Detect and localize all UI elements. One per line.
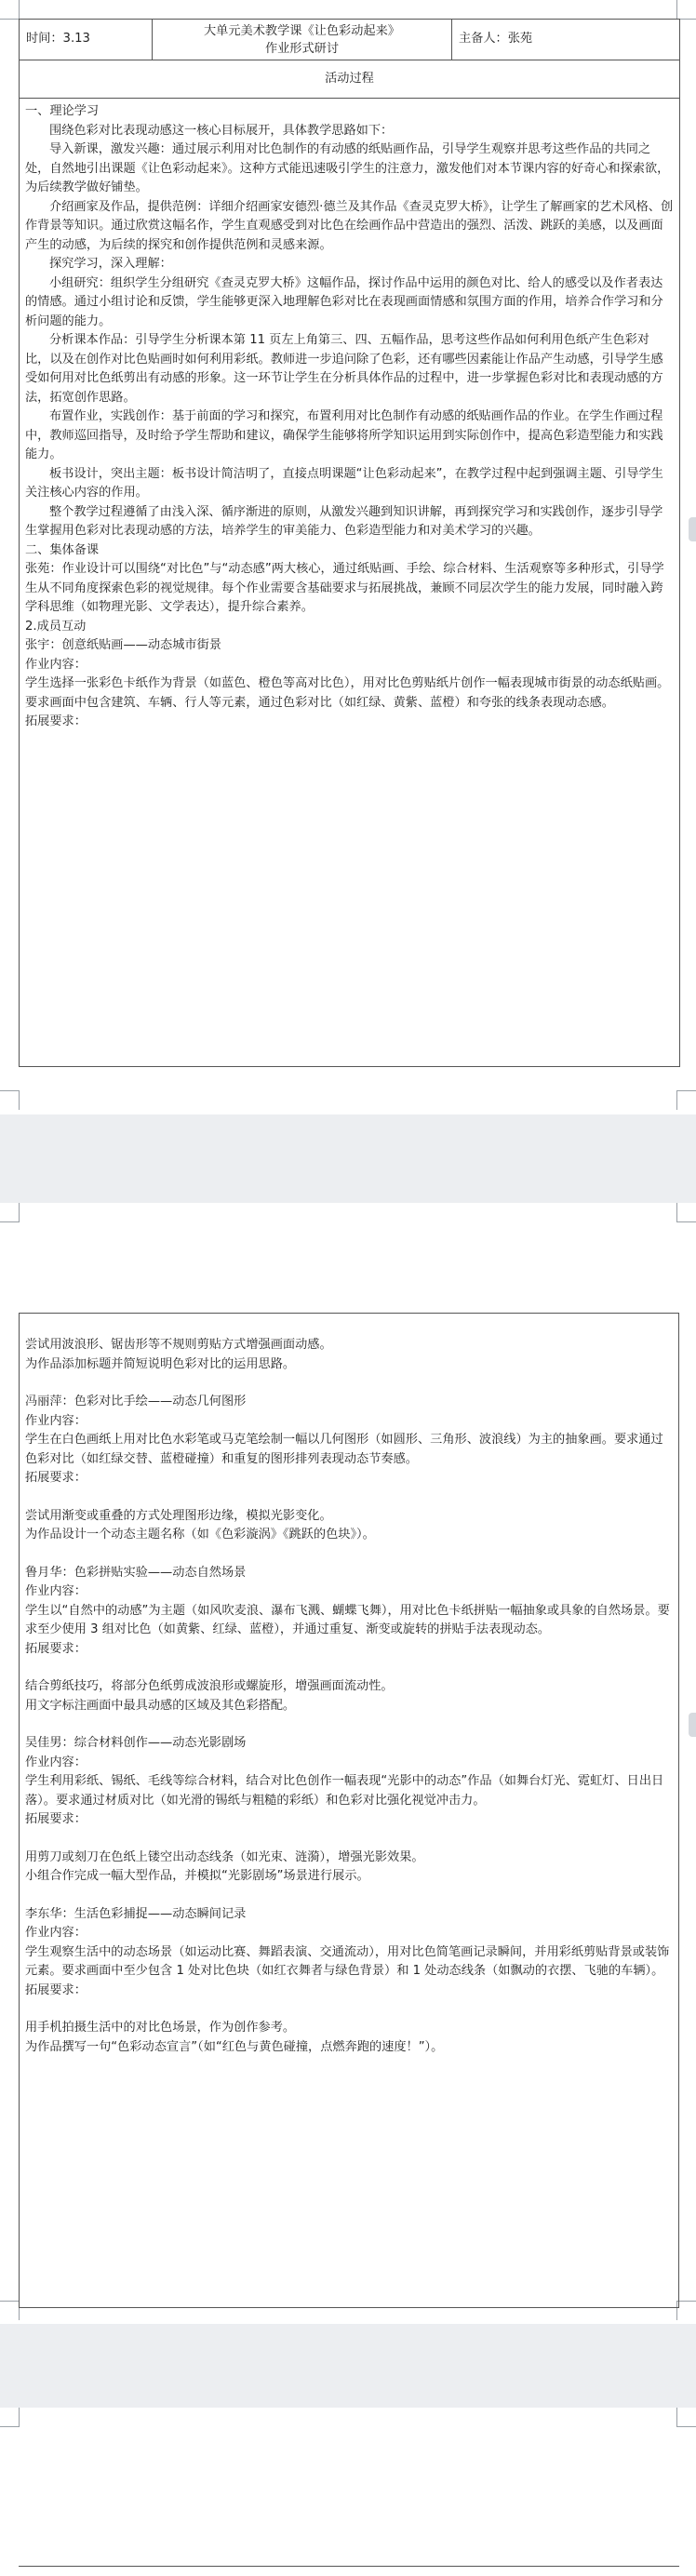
paragraph: 作业内容： xyxy=(25,1584,87,1598)
paragraph: 介绍画家及作品，提供范例：详细介绍画家安德烈·德兰及其作品《查灵克罗大桥》，让学生了解画家的艺术风格、创作背景等知识。通过欣赏这幅名作，学生直观感受到对比色在绘画作品中营造出的强烈、活泼、跳跃的美感，以及画面产生的动感，为后续的探究和创作提供范例和灵感来源。 xyxy=(25,199,674,252)
paragraph: 学生以“自然中的动感”为主题（如风吹麦浪、瀑布飞溅、蝴蝶飞舞），用对比色卡纸拼贴一幅抽象或具象的自然场景。要求至少使用 3 组对比色（如黄紫、红绿、蓝橙），并通过重复、渐变或旋转的拼贴手法表现动态。 xyxy=(25,1603,670,1636)
paragraph: 导入新课，激发兴趣：通过展示利用对比色制作的有动感的纸贴画作品，引导学生观察并思考这些作品的共同之处，自然地引出课题《让色彩动起来》。这种方式能迅速吸引学生的注意力，激发他们对本节课内容的好奇心和探索欲，为后续教学做好铺垫。 xyxy=(25,142,670,194)
paragraph: 鲁月华：色彩拼贴实验——动态自然场景 xyxy=(25,1565,247,1580)
paragraph: 为作品设计一个动态主题名称（如《色彩漩涡》《跳跃的色块》）。 xyxy=(25,1528,375,1542)
page-2-text-body xyxy=(25,1317,673,2057)
host-cell: 主备人：张苑 xyxy=(452,20,680,60)
paragraph: 用剪刀或刻刀在色纸上镂空出动态线条（如光束、涟漪），增强光影效果。 xyxy=(25,1849,424,1864)
paragraph: 作业内容： xyxy=(25,1413,87,1428)
activity-content-cell-continued xyxy=(20,1314,679,2308)
page-corner-mark xyxy=(676,1203,696,1222)
blank-line xyxy=(25,1317,673,1336)
table-top-border xyxy=(19,2566,679,2567)
paragraph: 尝试用渐变或重叠的方式处理图形边缘，模拟光影变化。 xyxy=(25,1508,332,1523)
paragraph: 拓展要求： xyxy=(25,1982,87,1997)
page-corner-mark xyxy=(676,0,696,20)
blank-line xyxy=(25,1887,673,1905)
page-corner-mark xyxy=(676,1090,696,1110)
page-corner-mark xyxy=(0,1203,20,1222)
paragraph: 拓展要求： xyxy=(25,714,87,728)
paragraph: 小组合作完成一幅大型作品，并模拟“光影剧场”场景进行展示。 xyxy=(25,1869,369,1883)
document-page-1 xyxy=(0,0,696,1114)
blank-line xyxy=(25,1715,673,1734)
paragraph: 拓展要求： xyxy=(25,1641,87,1656)
blank-line xyxy=(25,1488,673,1507)
blank-line xyxy=(25,1830,673,1849)
paragraph: 尝试用波浪形、锯齿形等不规则剪贴方式增强画面动感。 xyxy=(25,1338,332,1352)
paragraph: 布置作业，实践创作：基于前面的学习和探究，布置利用对比色制作有动感的纸贴画作品的作业。在学生作画过程中，教师巡回指导，及时给予学生帮助和建议，确保学生能够将所学知识运用到实际创作中，提高色彩造型能力和实践能力。 xyxy=(25,409,663,461)
paragraph: 用手机拍摄生活中的对比色场景，作为创作参考。 xyxy=(25,2021,296,2035)
page-1-text-body xyxy=(25,102,674,732)
paragraph: 学生利用彩纸、锡纸、毛线等综合材料，结合对比色创作一幅表现“光影中的动态”作品（如舞台灯光、霓虹灯、日出日落）。要求通过材质对比（如光滑的锡纸与粗糙的彩纸）和色彩对比强化视觉冲击力。 xyxy=(25,1774,664,1808)
paragraph: 张苑：作业设计可以围绕“对比色”与“动态感”两大核心，通过纸贴画、手绘、综合材料、生活观察等多种形式，引导学生从不同角度探索色彩的视觉规律。每个作业需要含基础要求与拓展挑战，兼顾不同层次学生的能力发展，同时融入跨学科思维（如物理光影、文学表达），提升综合素养。 xyxy=(25,562,664,614)
paragraph: 二、集体备课 xyxy=(25,542,100,557)
paragraph: 用文字标注画面中最具动感的区域及其色彩搭配。 xyxy=(25,1698,296,1713)
document-page-3 xyxy=(0,2408,696,2576)
page-corner-mark xyxy=(0,1090,20,1110)
paragraph: 探究学习，深入理解： xyxy=(49,257,172,271)
blank-line xyxy=(25,2000,673,2019)
paragraph: 学生选择一张彩色卡纸作为背景（如蓝色、橙色等高对比色），用对比色剪贴纸片创作一幅表现城市街景的动态纸贴画。要求画面中包含建筑、车辆、行人等元素，通过色彩对比（如红绿、黄紫、蓝橙）和夸张的线条表现动态感。 xyxy=(25,676,670,710)
page-corner-mark xyxy=(676,2408,696,2427)
paragraph: 2.成员互动 xyxy=(25,619,87,634)
document-page-2 xyxy=(0,1203,696,2324)
paragraph: 为作品撰写一句“色彩动态宣言”（如“红色与黄色碰撞，点燃奔跑的速度！”）。 xyxy=(25,2039,444,2054)
blank-line xyxy=(25,1545,673,1564)
side-scroll-tab[interactable] xyxy=(689,517,696,541)
paragraph: 小组研究：组织学生分组研究《查灵克罗大桥》这幅作品，探讨作品中运用的颜色对比、给人的感受以及作者表达的情感。通过小组讨论和反馈，学生能够更深入地理解色彩对比在表现画面情感和氛围方面的作用，培养合作学习和分析问题的能力。 xyxy=(25,275,663,328)
side-scroll-tab[interactable] xyxy=(689,1713,696,1737)
blank-line xyxy=(25,1374,673,1393)
paragraph: 结合剪纸技巧，将部分色纸剪成波浪形或螺旋形，增强画面流动性。 xyxy=(25,1679,394,1693)
paragraph: 吴佳男：综合材料创作——动态光影剧场 xyxy=(25,1736,247,1750)
paragraph: 拓展要求： xyxy=(25,1471,87,1485)
paragraph: 作业内容： xyxy=(25,657,87,672)
paragraph: 一、理论学习 xyxy=(25,104,100,118)
lesson-title-line2: 作业形式研讨 xyxy=(264,41,340,56)
lesson-title-cell xyxy=(153,20,452,60)
paragraph: 李东华：生活色彩捕捉——动态瞬间记录 xyxy=(25,1906,247,1921)
lesson-table-page-1 xyxy=(19,19,680,1067)
lesson-table-page-2 xyxy=(19,1313,679,2308)
paragraph: 拓展要求： xyxy=(25,1812,87,1826)
lesson-title-line1: 大单元美术教学课《让色彩动起来》 xyxy=(204,23,400,38)
paragraph: 围绕色彩对比表现动感这一核心目标展开，具体教学思路如下： xyxy=(49,123,394,138)
paragraph: 作业内容： xyxy=(25,1926,87,1940)
paragraph: 学生在白色画纸上用对比色水彩笔或马克笔绘制一幅以几何图形（如圆形、三角形、波浪线）为主的抽象画。要求通过色彩对比（如红绿交替、蓝橙碰撞）和重复的图形排列表现动态节奏感。 xyxy=(25,1433,663,1466)
activity-content-cell xyxy=(20,99,680,1067)
paragraph: 分析课本作品：引导学生分析课本第 11 页左上角第三、四、五幅作品，思考这些作品如何利用色纸产生色彩对比，以及在创作对比色贴画时如何利用彩纸。教师进一步追问除了色彩，还有哪些因素能让作品产生动感，引导学生感受如何用对比色纸剪出有动感的形象。这一环节让学生在分析具体作品的过程中，进一步掌握色彩对比和表现动感的方法，拓宽创作思路。 xyxy=(25,333,663,405)
paragraph: 板书设计，突出主题：板书设计简洁明了，直接点明课题“让色彩动起来”，在教学过程中起到强调主题、引导学生关注核心内容的作用。 xyxy=(25,466,663,500)
blank-line xyxy=(25,1659,673,1677)
page-corner-mark xyxy=(0,0,20,20)
paragraph: 为作品添加标题并简短说明色彩对比的运用思路。 xyxy=(25,1356,296,1371)
section-heading: 活动过程 xyxy=(20,60,680,99)
paragraph: 学生观察生活中的动态场景（如运动比赛、舞蹈表演、交通流动），用对比色简笔画记录瞬间，并用彩纸剪贴背景或装饰元素。要求画面中至少包含 1 处对比色块（如红衣舞者与绿色背景）和 1 处动态线条（如飘动的衣摆、飞驰的车辆）。 xyxy=(25,1944,670,1978)
paragraph: 作业内容： xyxy=(25,1755,87,1769)
paragraph: 张宇：创意纸贴画——动态城市街景 xyxy=(25,638,221,652)
paragraph: 冯丽萍：色彩对比手绘——动态几何图形 xyxy=(25,1395,247,1408)
time-cell: 时间：3.13 xyxy=(20,20,153,60)
paragraph: 整个教学过程遵循了由浅入深、循序渐进的原则，从激发兴趣到知识讲解，再到探究学习和实践创作，逐步引导学生掌握用色彩对比表现动感的方法，培养学生的审美能力、色彩造型能力和对美术学习的兴趣。 xyxy=(25,504,663,538)
page-corner-mark xyxy=(0,2408,20,2427)
page-corner-mark xyxy=(0,2301,20,2320)
page-corner-mark xyxy=(676,2301,696,2320)
